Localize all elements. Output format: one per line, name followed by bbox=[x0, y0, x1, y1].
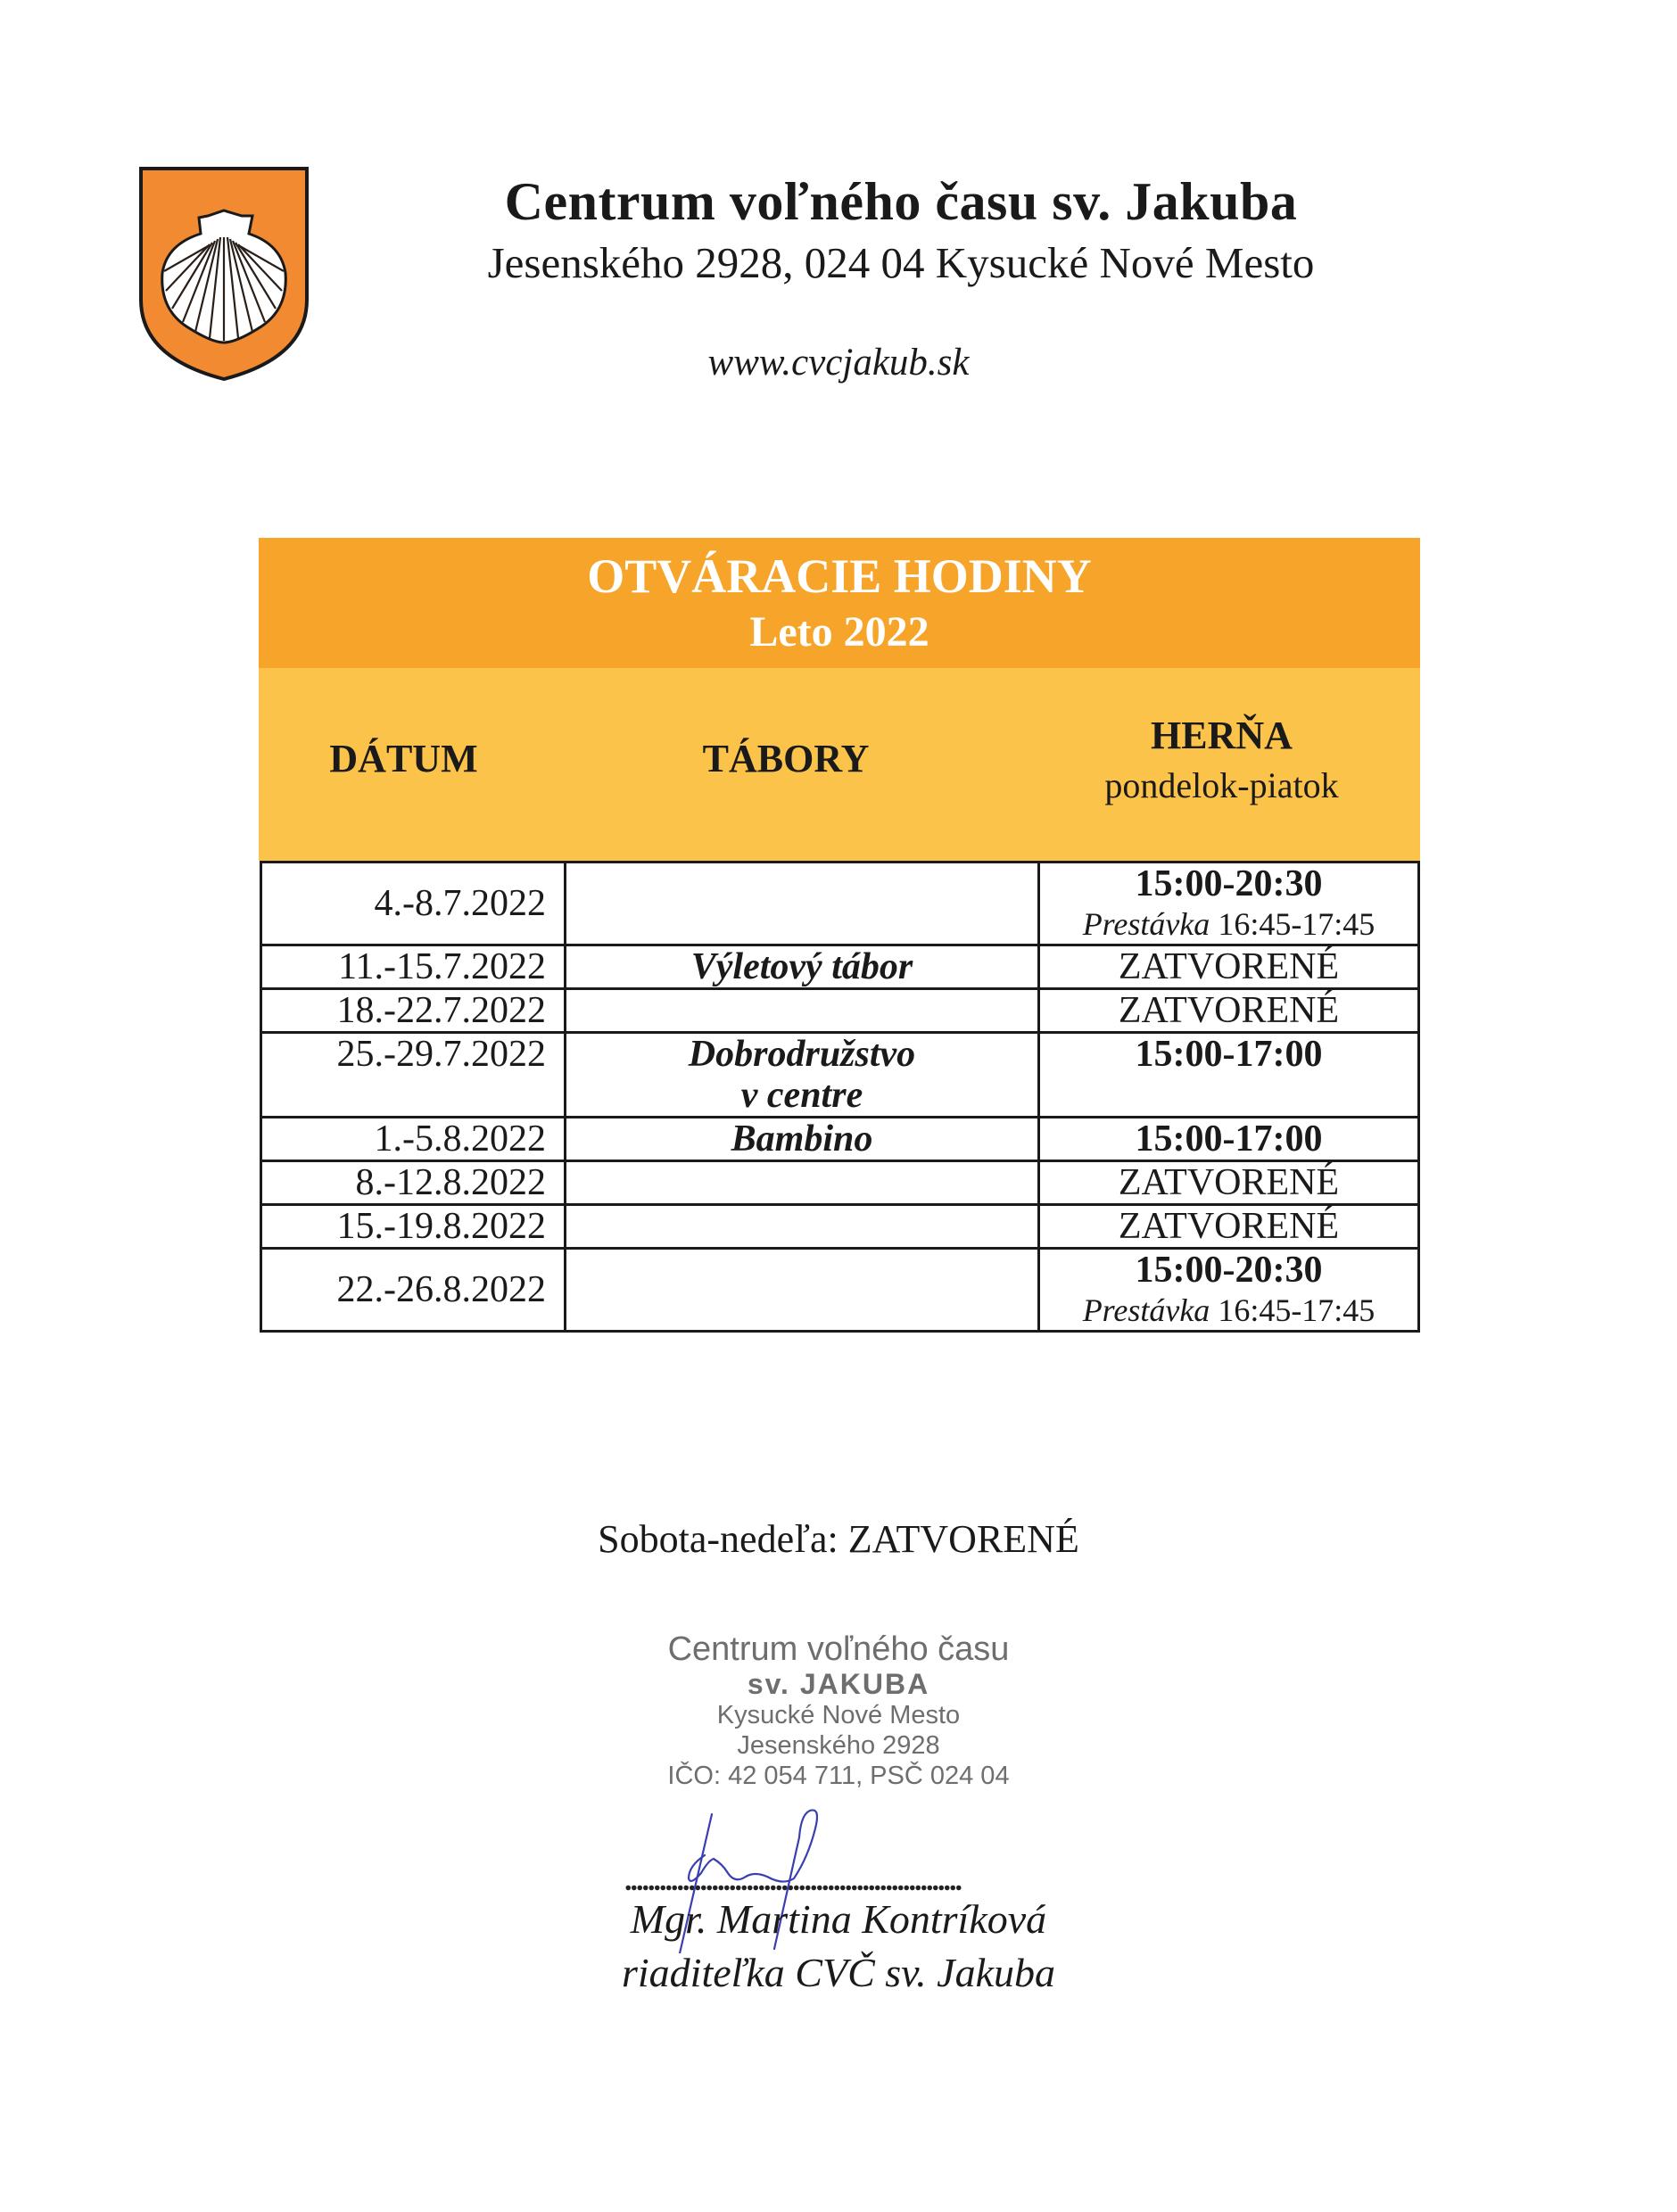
hours-value: 15:00-20:30 bbox=[1135, 1250, 1323, 1291]
break-info bbox=[1040, 1291, 1417, 1330]
weekend-note: Sobota-nedeľa: ZATVORENÉ bbox=[598, 1517, 1079, 1561]
camp-cell bbox=[566, 989, 1039, 1033]
hours-cell bbox=[1039, 1118, 1419, 1161]
hours-cell bbox=[1039, 989, 1419, 1033]
table-row bbox=[261, 1033, 1419, 1118]
column-header-herna: HERŇA bbox=[1151, 714, 1293, 757]
website-link[interactable]: www.cvcjakub.sk bbox=[707, 342, 970, 384]
table-header bbox=[259, 538, 1420, 861]
table-row bbox=[261, 945, 1419, 989]
date-cell: 15.-19.8.2022 bbox=[261, 1205, 566, 1249]
hours-value: ZATVORENÉ bbox=[1118, 990, 1340, 1031]
stamp-line-1: Centrum voľného času bbox=[667, 1630, 1010, 1668]
break-label: Prestávka bbox=[1082, 906, 1210, 942]
camp-cell: Bambino bbox=[566, 1118, 1039, 1161]
hours-cell bbox=[1039, 945, 1419, 989]
column-header-herna-days: pondelok-piatok bbox=[1104, 765, 1339, 805]
table-row bbox=[261, 1161, 1419, 1205]
date-cell: 8.-12.8.2022 bbox=[261, 1161, 566, 1205]
table-row bbox=[261, 1118, 1419, 1161]
hours-value: 15:00-17:00 bbox=[1135, 1034, 1323, 1075]
hours-value: ZATVORENÉ bbox=[1118, 1162, 1340, 1203]
date-cell: 11.-15.7.2022 bbox=[261, 945, 566, 989]
signer-role: riaditeľka CVČ sv. Jakuba bbox=[621, 1950, 1055, 1995]
stamp-line-5: IČO: 42 054 711, PSČ 024 04 bbox=[667, 1762, 1010, 1790]
camp-cell bbox=[566, 1161, 1039, 1205]
table-row bbox=[261, 989, 1419, 1033]
break-info bbox=[1040, 904, 1417, 944]
date-cell: 25.-29.7.2022 bbox=[261, 1033, 566, 1118]
hours-value: ZATVORENÉ bbox=[1118, 946, 1340, 987]
hours-value: ZATVORENÉ bbox=[1118, 1206, 1340, 1247]
signer-name: Mgr. Martina Kontríková bbox=[630, 1896, 1047, 1942]
break-label: Prestávka bbox=[1082, 1292, 1210, 1328]
camp-cell bbox=[566, 1249, 1039, 1332]
hours-cell bbox=[1039, 863, 1419, 945]
break-time: 16:45-17:45 bbox=[1218, 1292, 1375, 1328]
stamp-line-3: Kysucké Nové Mesto bbox=[716, 1701, 961, 1729]
stamp-line-2: sv. JAKUBA bbox=[747, 1668, 930, 1700]
date-value: 4.-8.7.2022 bbox=[374, 883, 546, 924]
camp-cell: Výletový tábor bbox=[566, 945, 1039, 989]
camp-cell bbox=[566, 863, 1039, 945]
date-cell: 1.-5.8.2022 bbox=[261, 1118, 566, 1161]
table-subtitle: Leto 2022 bbox=[749, 608, 929, 656]
date-cell: 18.-22.7.2022 bbox=[261, 989, 566, 1033]
signature-line: .......................................................... bbox=[624, 1864, 961, 1897]
hours-cell bbox=[1039, 1161, 1419, 1205]
break-time: 16:45-17:45 bbox=[1218, 906, 1375, 942]
date-value: 22.-26.8.2022 bbox=[336, 1269, 546, 1310]
table-row bbox=[261, 1249, 1419, 1332]
hours-cell bbox=[1039, 1033, 1419, 1118]
hours-value: 15:00-17:00 bbox=[1135, 1118, 1323, 1160]
hours-cell bbox=[1039, 1205, 1419, 1249]
official-stamp bbox=[607, 1630, 1070, 1791]
date-cell bbox=[261, 863, 566, 945]
camp-name-line2: v centre bbox=[740, 1075, 863, 1116]
column-header-datum: DÁTUM bbox=[329, 737, 478, 780]
hours-cell bbox=[1039, 1249, 1419, 1332]
table-title: OTVÁRACIE HODINY bbox=[587, 549, 1092, 603]
column-header-tabory: TÁBORY bbox=[702, 737, 870, 780]
camp-name-line1: Dobrodružstvo bbox=[688, 1034, 916, 1075]
stamp-line-4: Jesenského 2928 bbox=[737, 1731, 940, 1760]
camp-cell bbox=[566, 1205, 1039, 1249]
table-row bbox=[261, 1205, 1419, 1249]
date-cell bbox=[261, 1249, 566, 1332]
schedule-table bbox=[260, 861, 1420, 1333]
hours-value: 15:00-20:30 bbox=[1135, 863, 1323, 904]
organization-name: Centrum voľného času sv. Jakuba bbox=[504, 172, 1298, 231]
camp-cell bbox=[566, 1033, 1039, 1118]
table-row bbox=[261, 863, 1419, 945]
organization-address: Jesenského 2928, 024 04 Kysucké Nové Mesto bbox=[487, 238, 1315, 287]
